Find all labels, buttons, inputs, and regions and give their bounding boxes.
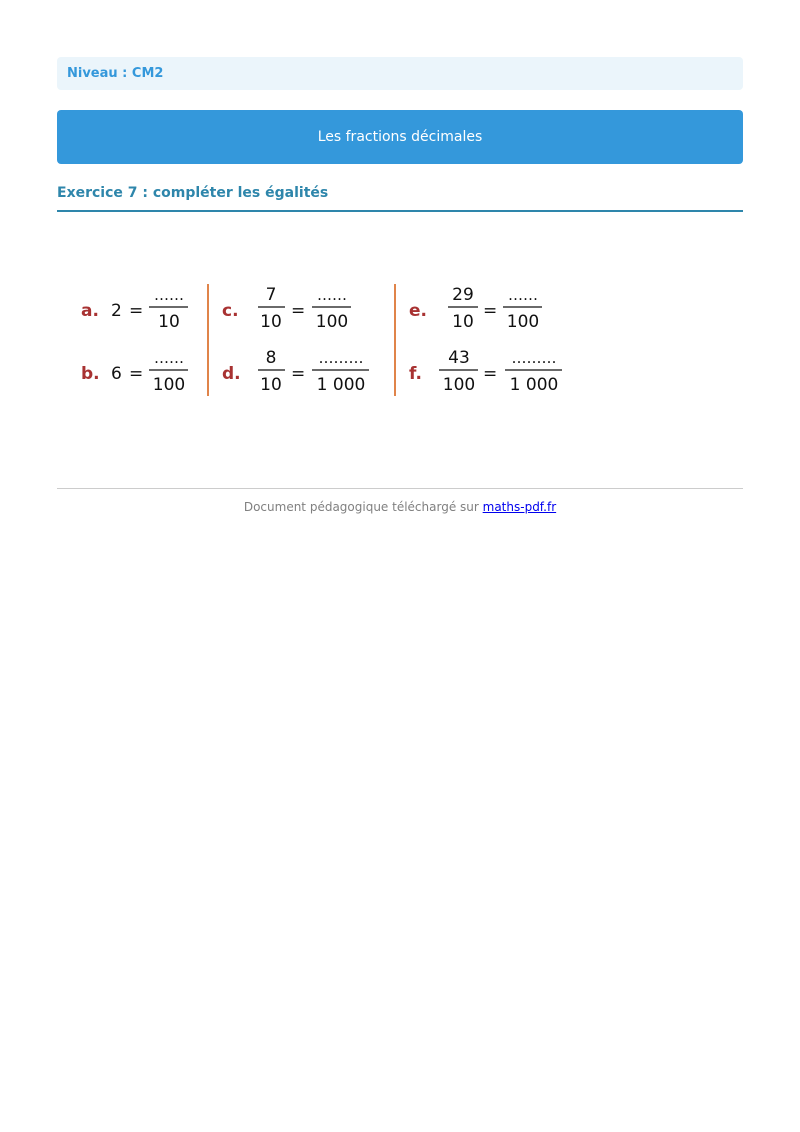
denominator: 10: [158, 312, 180, 332]
denominator: 100: [315, 312, 349, 332]
blank-numerator: ……: [154, 286, 184, 304]
denominator: 100: [442, 375, 476, 395]
equals-sign: =: [483, 301, 498, 321]
denominator: 1 000: [316, 375, 366, 395]
equals-sign: =: [291, 301, 306, 321]
equation-a: [81, 286, 188, 332]
item-label: b.: [81, 364, 100, 384]
equation-b: [81, 349, 188, 395]
denominator: 100: [506, 312, 540, 332]
equation-e: [409, 285, 542, 332]
denominator: 100: [152, 375, 186, 395]
title-banner: [57, 110, 743, 164]
item-label: f.: [409, 364, 422, 384]
equals-sign: =: [483, 364, 498, 384]
denominator: 1 000: [509, 375, 559, 395]
equation-d: [222, 348, 369, 395]
denominator: 10: [452, 312, 474, 332]
whole-number: 6: [111, 364, 122, 384]
equation-c: [222, 285, 351, 332]
exercise-title: Exercice 7 : compléter les égalités: [57, 185, 743, 212]
level-box: [57, 57, 743, 90]
numerator: 43: [448, 348, 470, 368]
whole-number: 2: [111, 301, 122, 321]
blank-numerator: ……: [508, 286, 538, 304]
item-label: c.: [222, 301, 239, 321]
numerator: 7: [265, 285, 277, 305]
footer-divider: [57, 488, 743, 489]
blank-numerator: ………: [511, 349, 557, 367]
page-title: Les fractions décimales: [317, 129, 483, 145]
exercise-figure: [75, 280, 575, 405]
equals-sign: =: [129, 301, 144, 321]
blank-numerator: ……: [317, 286, 347, 304]
level-label: Niveau : CM2: [67, 66, 164, 81]
equation-f: [409, 348, 562, 395]
footer-text: Document pédagogique téléchargé sur: [243, 500, 483, 514]
footer: [57, 500, 743, 514]
denominator: 10: [260, 375, 282, 395]
item-label: d.: [222, 364, 241, 384]
equals-sign: =: [129, 364, 144, 384]
footer-link[interactable]: maths-pdf.fr: [482, 500, 557, 514]
numerator: 29: [452, 285, 474, 305]
blank-numerator: ……: [154, 349, 184, 367]
item-label: a.: [81, 301, 99, 321]
denominator: 10: [260, 312, 282, 332]
item-label: e.: [409, 301, 427, 321]
equals-sign: =: [291, 364, 306, 384]
blank-numerator: ………: [318, 349, 364, 367]
numerator: 8: [265, 348, 277, 368]
